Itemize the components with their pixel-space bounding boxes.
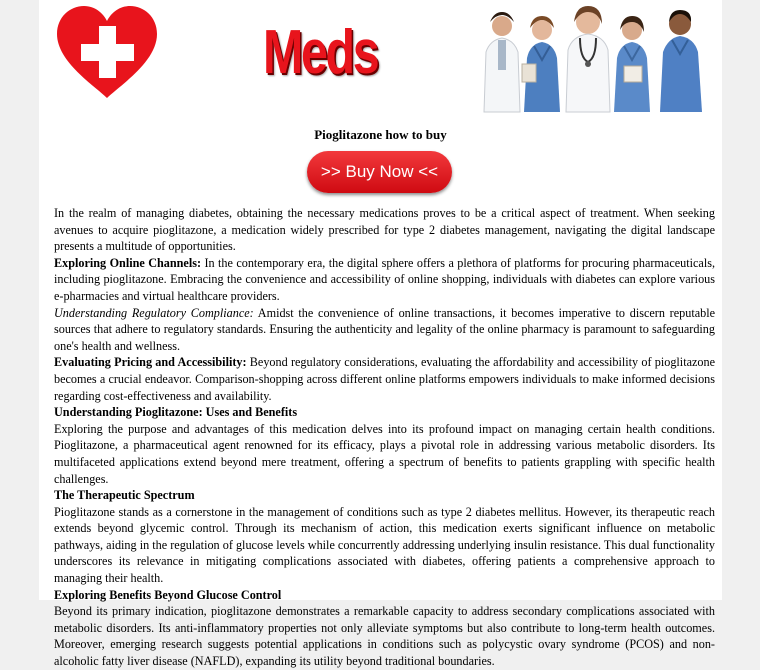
medical-team-photo [480,0,716,114]
regulatory-label: Understanding Regulatory Compliance: [54,305,254,320]
page-container [39,0,722,669]
regulatory-text: Amidst the convenience of online transactions, it becomes imperative to discern reputable sources that adhere to regulatory standards. Ensuring the authenticity and legality of the online pharmacy is paramount to safeguarding one's health and wellness. [54,305,716,353]
benefits-heading: Exploring Benefits Beyond Glucose Control [54,587,282,602]
intro-paragraph: In the realm of managing diabetes, obtaining the necessary medications proves to be a critical aspect of treatment. When seeking avenues to acquire pioglitazone, a medication widely prescribed for type 2 diabetes management, navigating the digital landscape presents a multitude of opportunities. [54,206,715,254]
buy-now-button[interactable]: >> Buy Now << [307,151,452,193]
uses-heading: Understanding Pioglitazone: Uses and Benefits [54,405,298,420]
online-channels-label: Exploring Online Channels: [54,255,202,270]
heart-cross-icon[interactable] [55,4,159,100]
spectrum-paragraph: Pioglitazone stands as a cornerstone in the management of conditions such as type 2 diabetes mellitus. However, its therapeutic reach extends beyond glycemic control. Through its mechanism of action, this medication exerts significant influence on metabolic pathways, aiding in the regulation of glucose levels while concurrently addressing underlying insulin resistance. This dual functionality underscores its relevance in mitigating complications associated with diabetes, offering patients a comprehensive approach to managing their health. [54,504,715,586]
uses-paragraph: Exploring the purpose and advantages of this medication delves into its profound impact on managing certain health conditions. Pioglitazone, a pharmaceutical agent renowned for its efficacy, plays a pivotal role in addressing various metabolic disorders. Its multifaceted applications extend beyond mere treatment, offering a spectrum of benefits to patients grappling with specific health challenges. [54,421,715,486]
benefits-paragraph: Beyond its primary indication, pioglitazone demonstrates a remarkable capacity to address secondary complications associated with metabolic disorders. Its anti-inflammatory properties not only alleviate symptoms but also contribute to long-term health outcomes. Moreover, emerging research suggests potential applications in conditions such as polycystic ovary syndrome (PCOS) and non-alcoholic fatty liver disease (NAFLD), expanding its utility beyond traditional boundaries. [54,604,715,669]
article-body [54,205,715,670]
site-header [39,0,722,120]
online-channels-text: In the contemporary era, the digital sphere offers a plethora of platforms for procuring pharmaceuticals, including pioglitazone. Embracing the convenience and accessibility of online shopping, individuals with diabetes can explore various e-pharmacies and virtual healthcare providers. [54,255,715,303]
regulatory-paragraph [54,305,715,355]
page-title: Pioglitazone how to buy [314,127,447,142]
pricing-paragraph [54,354,715,404]
spectrum-heading: The Therapeutic Spectrum [54,488,195,503]
online-channels-paragraph [54,255,715,305]
pricing-label: Evaluating Pricing and Accessibility: [54,355,247,370]
pricing-text: Beyond regulatory considerations, evaluating the affordability and accessibility of pioglitazone becomes a crucial endeavor. Comparison-shopping across different online platforms empowers individuals to make informed decisions regarding cost-effectiveness and availability. [54,355,715,403]
site-logo-text[interactable]: Meds [263,18,378,87]
